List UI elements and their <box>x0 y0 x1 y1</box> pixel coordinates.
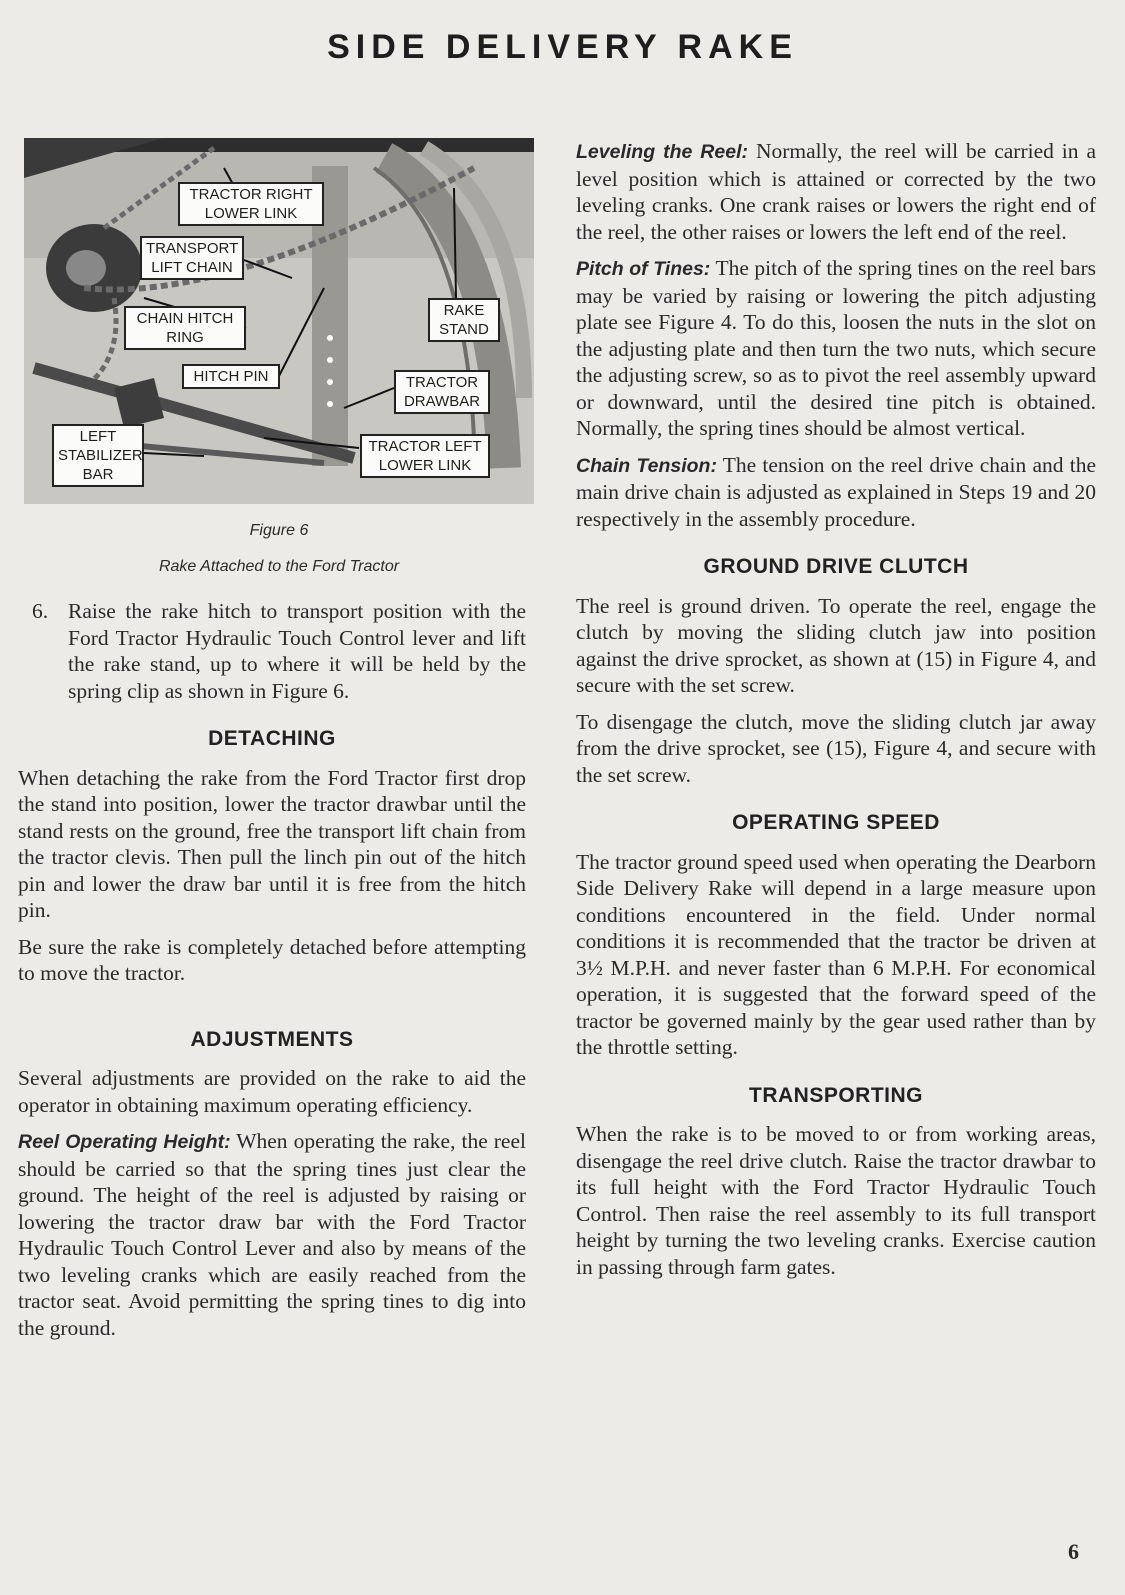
label-tractor-right-lower-link: TRACTOR RIGHT LOWER LINK <box>178 182 324 226</box>
leveling-lead: Leveling the Reel: <box>576 141 748 163</box>
section-heading-operating-speed: OPERATING SPEED <box>732 811 940 834</box>
label-hitch-pin: HITCH PIN <box>182 364 280 389</box>
left-column <box>18 598 526 1351</box>
adjustments-paragraph-1: Several adjustments are provided on the rake to aid the operator in obtaining maximum operating efficiency. <box>18 1066 526 1117</box>
label-tractor-drawbar: TRACTOR DRAWBAR <box>394 370 490 414</box>
reel-operating-height-text: When operating the rake, the reel should be carried so that the spring tines just clear the ground. The height of the reel is adjusted by raising or lowering the tractor draw bar with the Ford Tractor Hydraulic Touch Control Lever and also by means of the two leveling cranks which are easily reached from the tractor seat. Avoid permitting the spring tines to dig into the ground. <box>18 1129 526 1340</box>
section-heading-detaching: DETACHING <box>208 727 336 750</box>
figure-caption-number: Figure 6 <box>249 522 309 539</box>
reel-operating-height-lead: Reel Operating Height: <box>18 1131 231 1153</box>
label-chain-hitch-ring: CHAIN HITCH RING <box>124 306 246 350</box>
chain-tension-lead: Chain Tension: <box>576 454 717 477</box>
pitch-lead: Pitch of Tines: <box>576 258 711 280</box>
transport-paragraph-1: When the rake is to be moved to or from working areas, disengage the reel drive clutch. Raise the tractor drawbar to its full height with the Ford Tractor Hydraulic Touch Control. Then raise the reel assembly to its full transport height by turning the two leveling cranks. Exercise caution in passing through farm gates. <box>576 1122 1096 1279</box>
section-heading-transporting: TRANSPORTING <box>749 1083 923 1107</box>
chain-tension-paragraph <box>576 452 1096 533</box>
pitch-text: The pitch of the spring tines on the reel bars may be varied by raising or lowering the pitch adjusting plate see Figure 4. To do this, loosen the nuts in the slot on the adjusting plate and then turn the two nuts, which secure the adjusting screw, so as to pivot the reel assembly upward or downward, until the desired tine pitch is obtained. Normally, the spring tines should be almost vertical. <box>576 256 1096 440</box>
clutch-paragraph-1: The reel is ground driven. To operate the reel, engage the clutch by moving the sliding clutch jaw into position against the drive sprocket, as shown at (15) in Figure 4, and secure with the set screw. <box>576 593 1096 697</box>
step-6 <box>32 598 526 704</box>
right-column <box>576 138 1096 1290</box>
figure-caption-text: Rake Attached to the Ford Tractor <box>158 558 400 575</box>
label-transport-lift-chain: TRANSPORT LIFT CHAIN <box>140 236 244 280</box>
label-tractor-left-lower-link: TRACTOR LEFT LOWER LINK <box>360 434 490 478</box>
clutch-paragraph-2: To disengage the clutch, move the sliding clutch jar away from the drive sprocket, see (15), Figure 4, and secure with the set screw. <box>576 709 1096 787</box>
section-heading-adjustments: ADJUSTMENTS <box>190 1027 354 1051</box>
reel-operating-height-paragraph <box>18 1128 526 1341</box>
label-rake-stand: RAKE STAND <box>428 298 500 342</box>
label-left-stabilizer-bar: LEFT STABILIZER BAR <box>52 424 144 487</box>
pitch-paragraph <box>576 255 1096 442</box>
figure-6-photo <box>24 138 534 504</box>
leveling-paragraph <box>576 138 1096 245</box>
page-title: SIDE DELIVERY RAKE <box>327 28 798 66</box>
leveling-text: Normally, the reel will be carried in a level position which is attained or corrected by the two leveling cranks. One crank raises or lowers the right end of the reel, the other raises or lowers the left end of the reel. <box>576 139 1097 244</box>
chain-tension-text: The tension on the reel drive chain and the main drive chain is adjusted as explained in Steps 19 and 20 respectively in the assembly procedure. <box>576 452 1097 531</box>
step-number: 6. <box>32 599 49 623</box>
detaching-paragraph-1: When detaching the rake from the Ford Tractor first drop the stand into position, lower the tractor drawbar until the stand rests on the ground, free the transport lift chain from the tractor clevis. Then pull the linch pin out of the hitch pin and lower the draw bar until it is free from the hitch pin. <box>18 765 526 922</box>
page-number: 6 <box>1068 1539 1079 1564</box>
detaching-paragraph-2: Be sure the rake is completely detached before attempting to move the tractor. <box>18 934 526 985</box>
section-heading-ground-drive-clutch: GROUND DRIVE CLUTCH <box>703 555 969 578</box>
step-text: Raise the rake hitch to transport position with the Ford Tractor Hydraulic Touch Control lever and lift the rake stand, up to where it will be held by the spring clip as shown in Figure 6. <box>68 599 526 703</box>
speed-paragraph-1: The tractor ground speed used when operating the Dearborn Side Delivery Rake will depend in a large measure upon conditions encountered in the field. Under normal conditions it is recommended that the tractor be driven at 3½ M.P.H. and never faster than 6 M.P.H. For economical operation, it is suggested that the forward speed of the tractor be governed mainly by the gear used rather than by the throttle setting. <box>576 849 1096 1059</box>
